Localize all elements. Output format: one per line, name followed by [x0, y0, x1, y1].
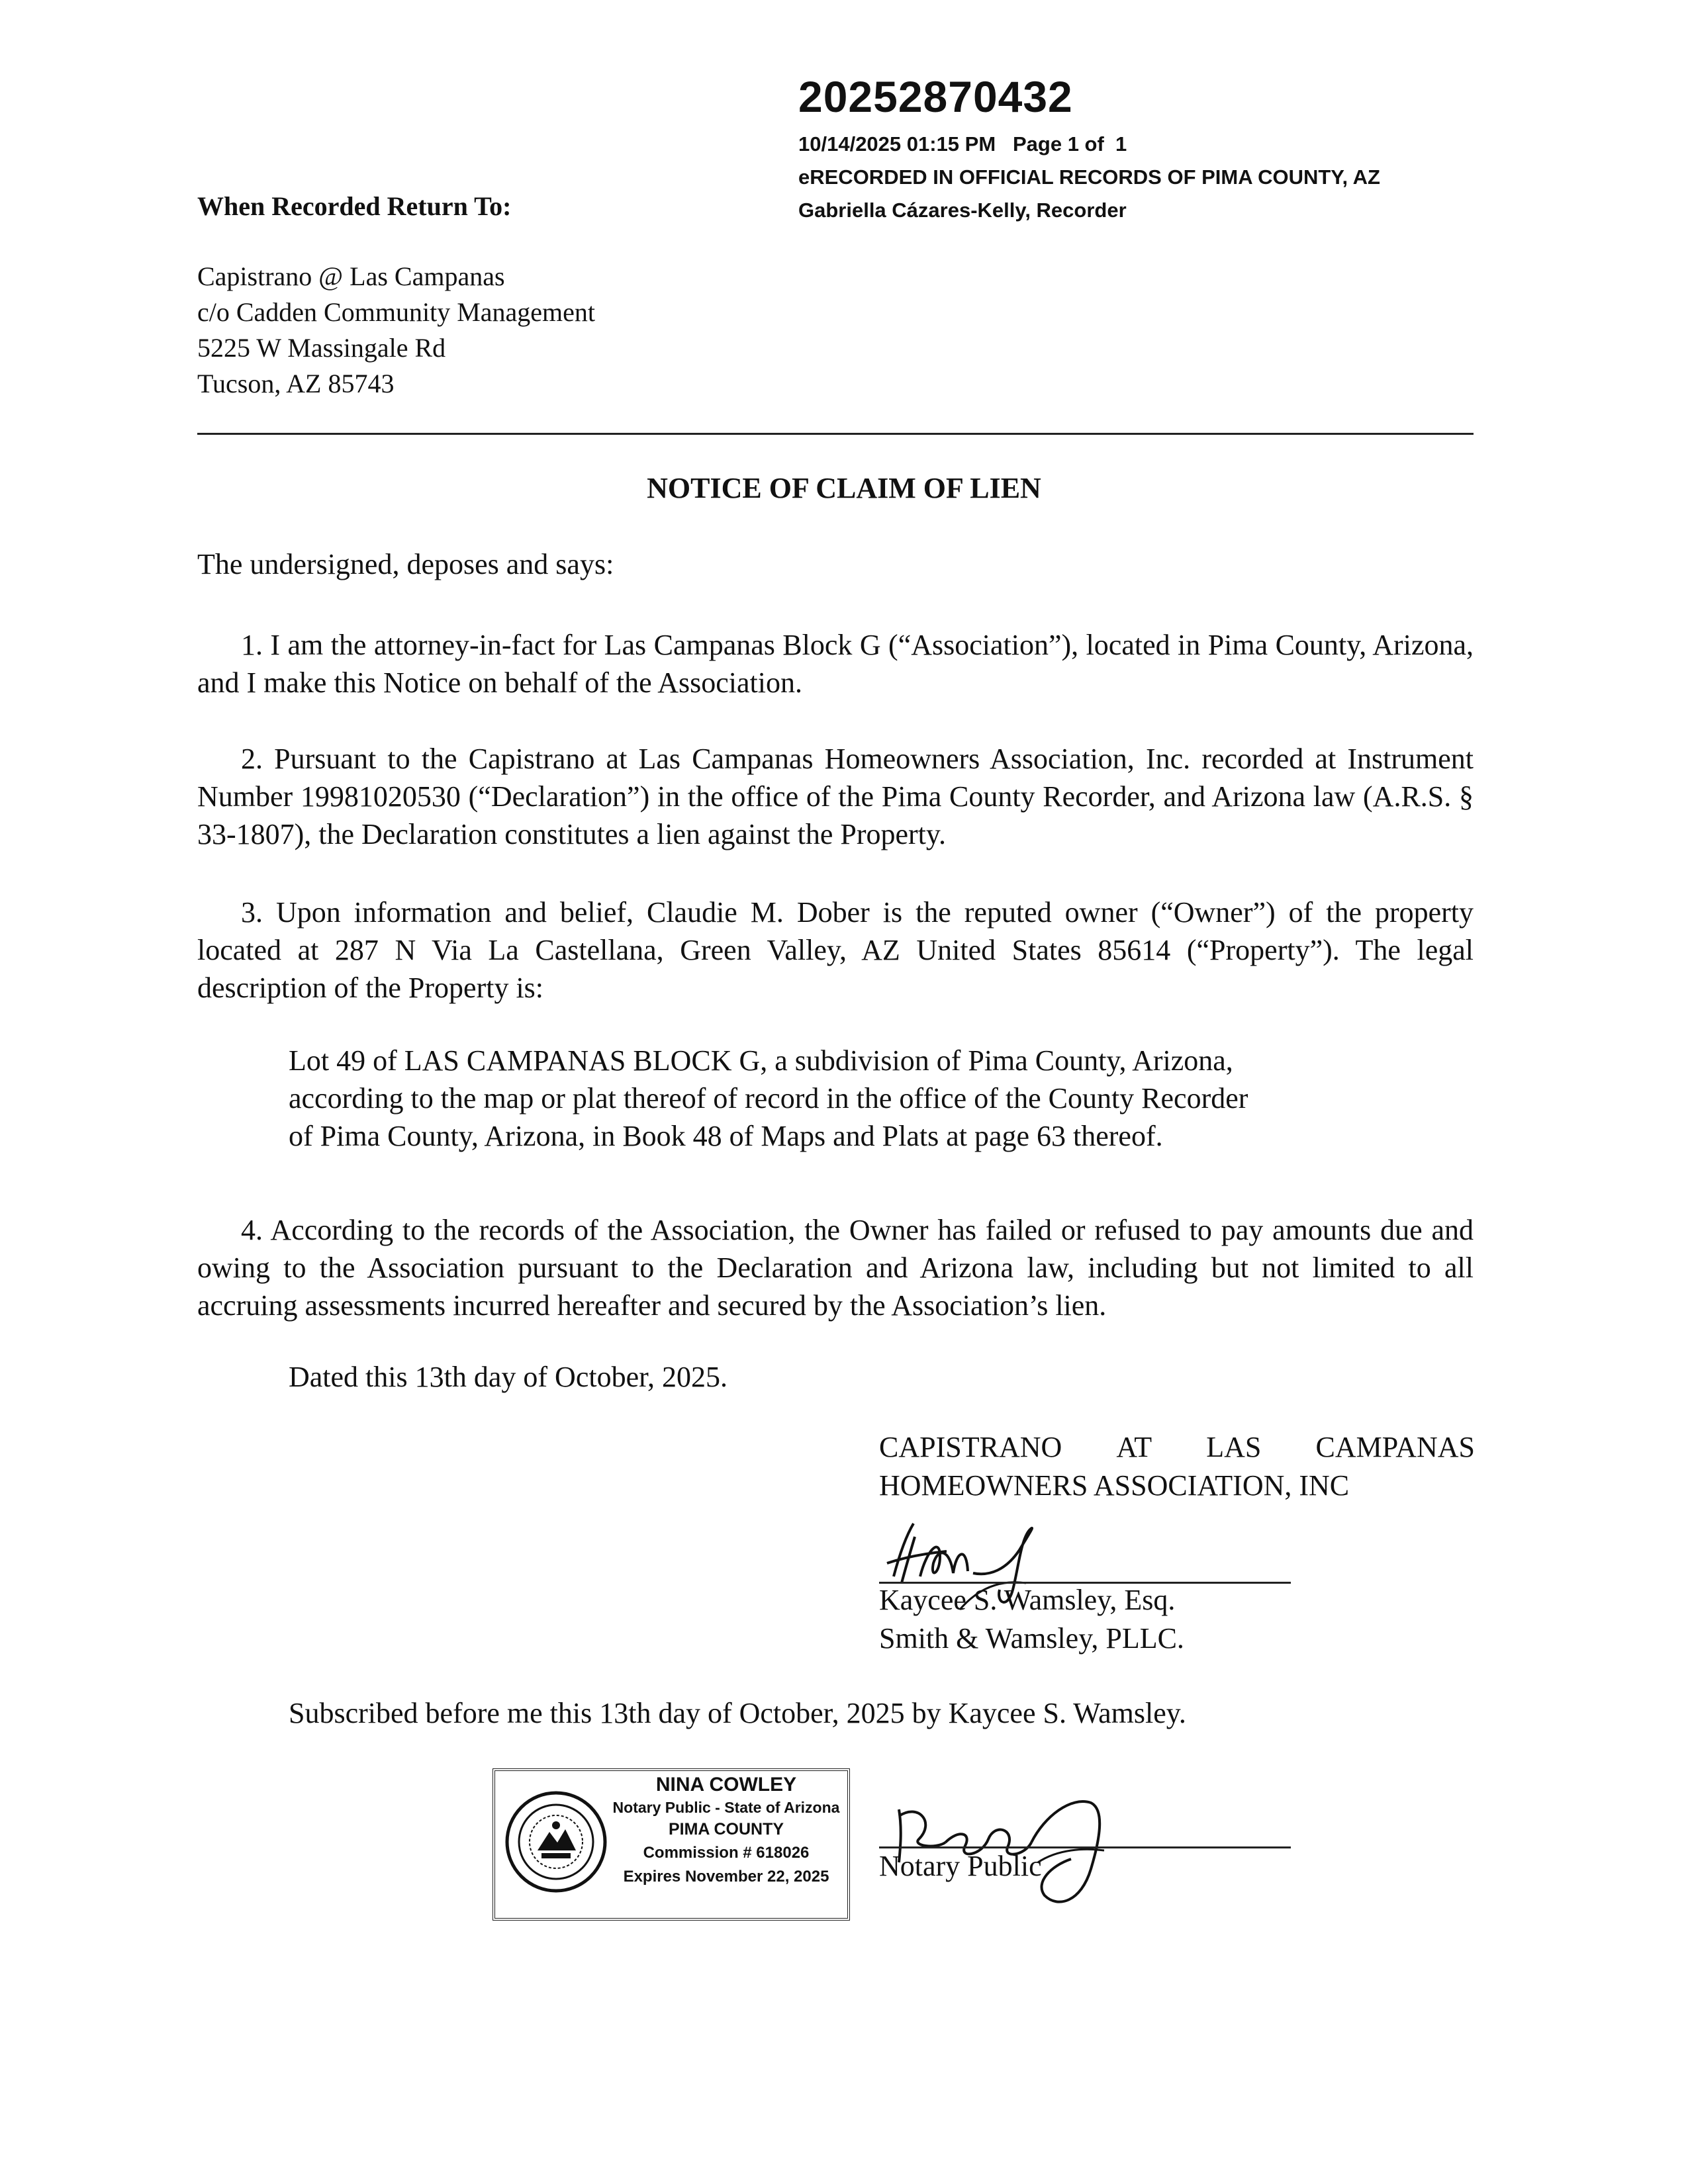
legal-description-line: Lot 49 of LAS CAMPANAS BLOCK G, a subdivision of Pima County, Arizona, [289, 1044, 1233, 1077]
signature-organization [879, 1428, 1475, 1505]
recorder-name: Gabriella Cázares-Kelly, Recorder [798, 199, 1127, 222]
header-divider [197, 433, 1474, 435]
return-address-line: Tucson, AZ 85743 [197, 369, 395, 398]
recording-number: 20252870432 [798, 72, 1073, 121]
subscribed-statement: Subscribed before me this 13th day of October, 2025 by Kaycee S. Wamsley. [289, 1697, 1186, 1729]
paragraph-1: 1. I am the attorney-in-fact for Las Campanas Block G (“Association”), located in Pima County, Arizona, and I make this Notice on behalf of the Association. [197, 629, 1474, 699]
paragraph-3: 3. Upon information and belief, Claudie M. Dober is the reputed owner (“Owner”) of the property located at 287 N Via La Castellana, Green Valley, AZ United States 85614 (“Property”). The legal description of the Property is: [197, 896, 1474, 1004]
org-word: AT [1116, 1431, 1152, 1463]
notary-stamp-name: NINA COWLEY [655, 1774, 797, 1796]
org-line-2: HOMEOWNERS ASSOCIATION, INC [879, 1469, 1350, 1502]
notary-stamp-expiration: Expires November 22, 2025 [623, 1868, 829, 1886]
org-word: CAPISTRANO [879, 1431, 1062, 1463]
arizona-state-seal-icon [503, 1779, 609, 1905]
notary-signature-line [879, 1846, 1291, 1848]
intro-text: The undersigned, deposes and says: [197, 548, 614, 580]
legal-description [289, 1042, 1414, 1155]
legal-description-line: according to the map or plat thereof of record in the office of the County Recorder [289, 1082, 1248, 1115]
org-word: CAMPANAS [1315, 1431, 1475, 1463]
org-word: LAS [1206, 1431, 1262, 1463]
signer-firm: Smith & Wamsley, PLLC. [879, 1622, 1184, 1655]
return-address-line: c/o Cadden Community Management [197, 297, 595, 327]
return-to-label: When Recorded Return To: [197, 191, 512, 221]
signer-name: Kaycee S. Wamsley, Esq. [879, 1584, 1176, 1616]
paragraph-4: 4. According to the records of the Association, the Owner has failed or refused to pay amounts due and owing to the Association pursuant to the Declaration and Arizona law, including but not limited to all accruing assessments incurred hereafter and secured by the Association’s lien. [197, 1214, 1474, 1322]
notary-public-label: Notary Public [879, 1850, 1042, 1882]
recording-office: eRECORDED IN OFFICIAL RECORDS OF PIMA COUNTY, AZ [798, 165, 1380, 189]
paragraph-2: 2. Pursuant to the Capistrano at Las Campanas Homeowners Association, Inc. recorded at Instrument Number 19981020530 (“Declaration”) in the office of the Pima County Recorder, and Arizona law (A.R.S. § 33-1807), the Declaration constitutes a lien against the Property. [197, 743, 1474, 850]
notary-stamp-commission: Commission # 618026 [643, 1844, 810, 1862]
legal-description-line: of Pima County, Arizona, in Book 48 of Maps and Plats at page 63 thereof. [289, 1120, 1163, 1152]
return-address-line: 5225 W Massingale Rd [197, 333, 446, 363]
recording-datetime-page: 10/14/2025 01:15 PM Page 1 of 1 [798, 132, 1127, 156]
return-address-line: Capistrano @ Las Campanas [197, 261, 505, 291]
dated-line: Dated this 13th day of October, 2025. [289, 1361, 727, 1393]
notary-stamp-county: PIMA COUNTY [668, 1820, 784, 1839]
document-title: NOTICE OF CLAIM OF LIEN [647, 472, 1041, 504]
notary-stamp-title: Notary Public - State of Arizona [612, 1799, 840, 1816]
